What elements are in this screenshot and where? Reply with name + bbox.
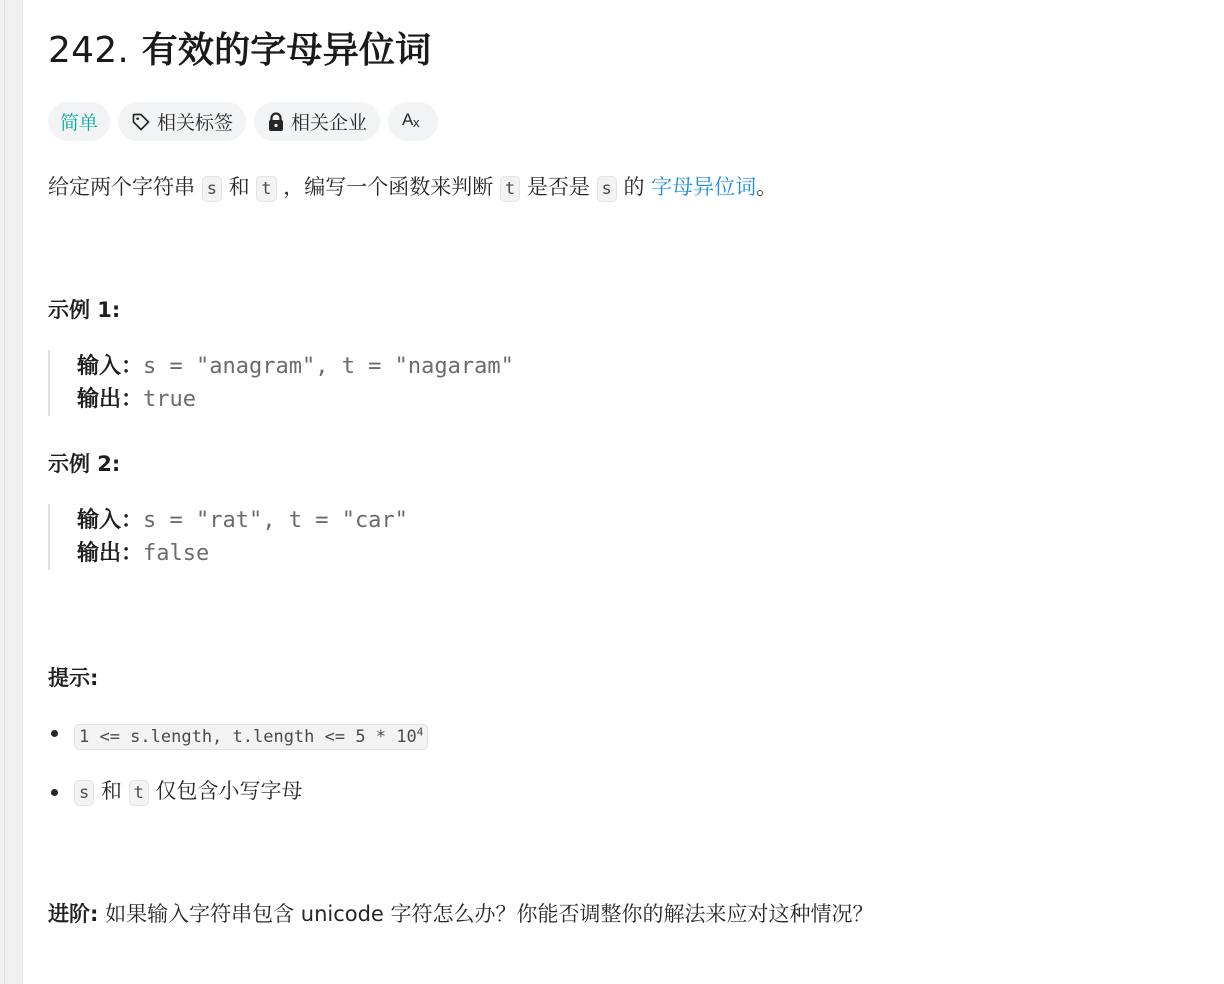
difficulty-badge[interactable] <box>48 102 110 141</box>
inline-code-t: t <box>129 780 149 806</box>
constraint-text: 仅包含小写字母 <box>148 778 303 803</box>
statement-text: 。 <box>756 175 778 199</box>
example-2-output-line <box>77 537 408 570</box>
inline-code-s: s <box>202 176 222 202</box>
inline-code-t: t <box>256 176 276 202</box>
statement-text: 是否是 <box>520 175 597 199</box>
constraint-code <box>74 724 428 750</box>
example-2-heading: 示例 2: <box>48 452 121 476</box>
output-label: 输出： <box>77 541 144 566</box>
output-label: 输出： <box>77 387 144 412</box>
problem-number: 242. <box>48 30 129 71</box>
example-2-block <box>48 504 408 570</box>
lock-icon <box>267 112 285 132</box>
list-item <box>48 716 428 753</box>
related-companies-label: 相关企业 <box>291 112 368 134</box>
example-1-heading: 示例 1: <box>48 298 121 322</box>
related-tags-label: 相关标签 <box>157 112 234 134</box>
tag-icon <box>131 112 151 132</box>
constraint-exponent: 4 <box>416 725 424 738</box>
example-1-input-line <box>77 350 514 383</box>
constraint-code-text: 1 <= s.length, t.length <= 5 * 10 <box>79 726 417 747</box>
problem-title-text: 有效的字母异位词 <box>141 30 432 71</box>
problem-title <box>48 26 431 76</box>
problem-tags <box>48 102 438 141</box>
constraint-text: 和 <box>94 778 129 803</box>
constraints-list <box>48 716 428 809</box>
translate-button[interactable] <box>388 102 438 141</box>
constraints-heading: 提示: <box>48 666 99 690</box>
inline-code-s: s <box>74 780 94 806</box>
follow-up <box>48 898 874 930</box>
example-1-input: s = "anagram", t = "nagaram" <box>143 354 514 379</box>
example-2-output: false <box>143 541 210 566</box>
translate-icon <box>401 108 425 135</box>
example-1-block <box>48 350 514 416</box>
example-1-output-line <box>77 383 514 416</box>
inline-code-t: t <box>500 176 520 202</box>
related-companies-button[interactable] <box>254 102 380 141</box>
statement-text: ，编写一个函数来判断 <box>276 175 500 199</box>
input-label: 输入： <box>77 354 144 379</box>
example-1-output: true <box>143 387 196 412</box>
left-panel-edge <box>0 0 23 984</box>
anagram-link[interactable]: 字母异位词 <box>651 175 757 199</box>
statement-text: 和 <box>221 175 257 199</box>
follow-up-text: 如果输入字符串包含 unicode 字符怎么办？你能否调整你的解法来应对这种情况？ <box>98 902 874 926</box>
related-tags-button[interactable] <box>118 102 246 141</box>
example-2-input-line <box>77 504 408 537</box>
difficulty-label: 简单 <box>60 112 99 134</box>
svg-text:A: A <box>402 110 414 129</box>
problem-statement <box>48 171 777 205</box>
example-2-input: s = "rat", t = "car" <box>143 508 408 533</box>
statement-text: 的 <box>616 175 652 199</box>
input-label: 输入： <box>77 508 144 533</box>
statement-text: 给定两个字符串 <box>48 175 202 199</box>
follow-up-label: 进阶: <box>48 902 99 926</box>
inline-code-s: s <box>597 176 617 202</box>
svg-text:x: x <box>413 115 420 130</box>
list-item <box>48 775 428 809</box>
